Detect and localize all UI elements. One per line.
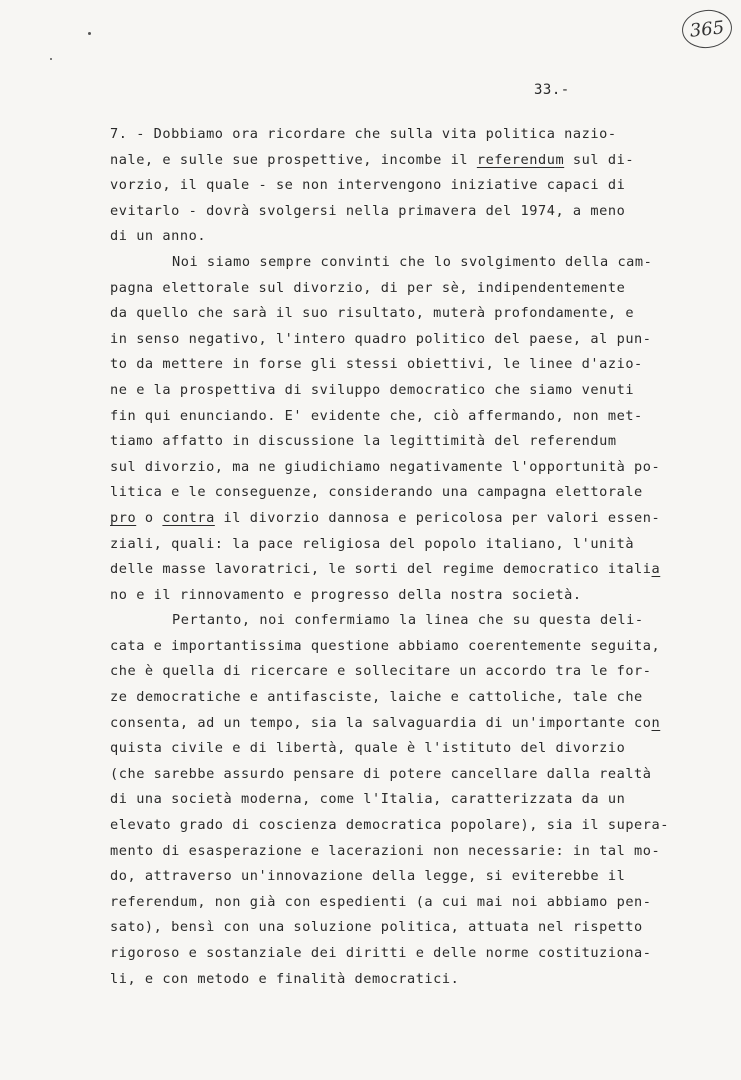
text-line [110, 352, 700, 378]
text-segment: evitarlo - dovrà svolgersi nella primavera del 1974, a meno [110, 202, 626, 219]
underlined-text: n [651, 714, 661, 731]
text-line [110, 404, 700, 430]
text-line [110, 583, 700, 609]
paper-speck [88, 32, 91, 35]
text-line [110, 148, 700, 174]
text-segment: sul di- [564, 151, 635, 168]
text-line [110, 199, 700, 225]
underlined-text: pro [110, 509, 137, 526]
text-line [110, 711, 700, 737]
text-segment: fin qui enunciando. E' evidente che, ciò affermando, non met- [110, 407, 643, 424]
text-segment: do, attraverso un'innovazione della legge, si eviterebbe il [110, 868, 626, 885]
text-line [110, 915, 700, 941]
text-segment: sato), bensì con una soluzione politica, attuata nel rispetto [110, 919, 643, 936]
text-line [110, 224, 700, 250]
text-line [110, 864, 700, 890]
text-segment: no e il rinnovamento e progresso della nostra società. [110, 586, 582, 603]
text-line [110, 839, 700, 865]
text-segment: il divorzio dannosa e pericolosa per valori essen- [214, 509, 661, 526]
text-line [110, 429, 700, 455]
text-segment: tiamo affatto in discussione la legittimità del referendum [110, 433, 617, 450]
text-segment: di un anno. [110, 228, 207, 245]
text-line [110, 557, 700, 583]
text-line [110, 250, 700, 276]
text-line [110, 659, 700, 685]
underlined-text: contra [162, 509, 215, 526]
underlined-text: a [651, 561, 661, 578]
text-segment: da quello che sarà il suo risultato, muterà profondamente, e [110, 305, 635, 322]
text-segment: ze democratiche e antifasciste, laiche e cattoliche, tale che [110, 689, 643, 706]
text-segment: (che sarebbe assurdo pensare di potere cancellare dalla realtà [110, 765, 652, 782]
text-line [110, 480, 700, 506]
text-segment: ziali, quali: la pace religiosa del popolo italiano, l'unità [110, 535, 635, 552]
text-segment: in senso negativo, l'intero quadro politico del paese, al pun- [110, 330, 652, 347]
text-line [110, 327, 700, 353]
text-segment: Noi siamo sempre convinti che lo svolgimento della cam- [172, 253, 653, 270]
text-line [110, 122, 700, 148]
text-segment: Pertanto, noi confermiamo la linea che su questa deli- [172, 612, 644, 629]
text-line [110, 813, 700, 839]
text-segment: litica e le conseguenze, considerando una campagna elettorale [110, 484, 643, 501]
text-line [110, 532, 700, 558]
text-segment: pagna elettorale sul divorzio, di per sè, indipendentemente [110, 279, 626, 296]
text-segment: referendum, non già con espedienti (a cui mai noi abbiamo pen- [110, 893, 652, 910]
archive-number-stamp [680, 7, 734, 50]
text-segment: di una società moderna, come l'Italia, caratterizzata da un [110, 791, 626, 808]
paper-speck [50, 58, 52, 60]
text-line [110, 276, 700, 302]
text-segment: sul divorzio, ma ne giudichiamo negativamente l'opportunità po- [110, 458, 661, 475]
text-line [110, 890, 700, 916]
text-line [110, 685, 700, 711]
page-number: 33.- [534, 82, 570, 98]
text-segment: nale, e sulle sue prospettive, incombe il [110, 151, 477, 168]
text-line [110, 608, 700, 634]
text-segment: vorzio, il quale - se non intervengono iniziative capaci di [110, 177, 626, 194]
text-segment: o [136, 509, 163, 526]
text-line [110, 378, 700, 404]
text-segment: 7. - Dobbiamo ora ricordare che sulla vita politica nazio- [110, 126, 617, 142]
text-segment: li, e con metodo e finalità democratici. [110, 970, 460, 987]
underlined-text: referendum [476, 151, 565, 168]
text-segment: mento di esasperazione e lacerazioni non necessarie: in tal mo- [110, 842, 661, 859]
text-line [110, 455, 700, 481]
text-line [110, 941, 700, 967]
body-text [110, 122, 700, 992]
stamp-number: 365 [688, 16, 726, 42]
text-line [110, 301, 700, 327]
text-line [110, 967, 700, 993]
text-line [110, 762, 700, 788]
text-segment: rigoroso e sostanziale dei diritti e delle norme costituziona- [110, 945, 652, 961]
text-line [110, 173, 700, 199]
text-segment: cata e importantissima questione abbiamo coerentemente seguita, [110, 637, 661, 654]
text-line [110, 634, 700, 660]
text-line [110, 506, 700, 532]
text-line [110, 736, 700, 762]
text-segment: consenta, ad un tempo, sia la salvaguardia di un'importante co [110, 714, 652, 731]
text-segment: che è quella di ricercare e sollecitare un accordo tra le for- [110, 663, 652, 680]
text-segment: delle masse lavoratrici, le sorti del regime democratico itali [110, 561, 652, 578]
text-segment: quista civile e di libertà, quale è l'istituto del divorzio [110, 740, 626, 757]
text-segment: ne e la prospettiva di sviluppo democratico che siamo venuti [110, 381, 635, 398]
text-line [110, 787, 700, 813]
text-segment: to da mettere in forse gli stessi obiettivi, le linee d'azio- [110, 356, 643, 373]
text-segment: elevato grado di coscienza democratica popolare), sia il supera- [110, 817, 669, 834]
